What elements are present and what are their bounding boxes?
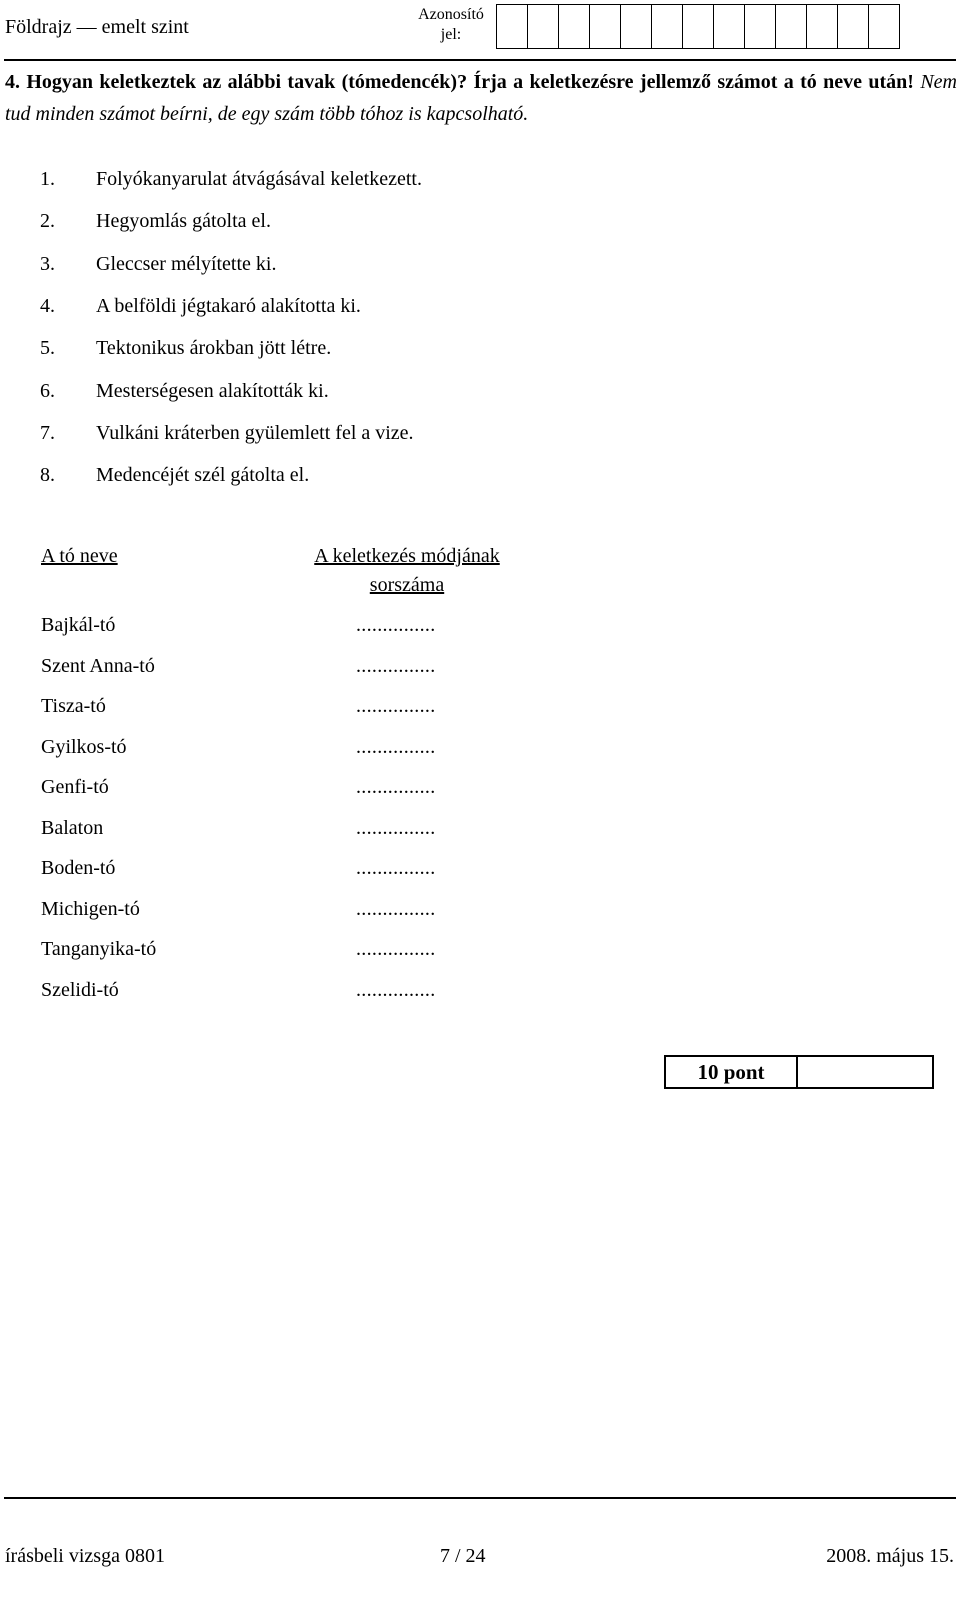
- column-header-lake-name: A tó neve: [41, 545, 118, 567]
- option-item: [40, 294, 361, 318]
- score-label: 10 pont: [666, 1057, 798, 1087]
- option-text: Folyókanyarulat átvágásával keletkezett.: [96, 168, 422, 190]
- question-intro: [5, 66, 957, 130]
- lake-name: Balaton: [41, 816, 104, 839]
- lake-name: Tanganyika-tó: [41, 938, 157, 960]
- id-box[interactable]: [652, 4, 683, 49]
- answer-field[interactable]: ...............: [356, 978, 436, 1001]
- lake-name: Szent Anna-tó: [41, 654, 155, 677]
- lake-name: Tisza-tó: [41, 695, 106, 717]
- option-number: 8.: [40, 464, 55, 487]
- option-text: Medencéjét szél gátolta el.: [96, 464, 310, 487]
- lake-name: Gyilkos-tó: [41, 735, 127, 758]
- id-box[interactable]: [745, 4, 776, 49]
- question-number: 4.: [5, 71, 20, 93]
- option-text: Hegyomlás gátolta el.: [96, 210, 271, 233]
- option-text: Gleccser mélyítette ki.: [96, 252, 277, 275]
- id-box[interactable]: [869, 4, 900, 49]
- option-item: [40, 252, 276, 276]
- footer-date: 2008. május 15.: [826, 1545, 954, 1567]
- question-instruction: Hogyan keletkeztek az alábbi tavak (tómedencék)? Írja a keletkezésre jellemző számot a tó neve után!: [26, 71, 914, 93]
- option-number: 5.: [40, 337, 55, 360]
- lake-name: Michigen-tó: [41, 897, 140, 920]
- option-item: [40, 421, 414, 445]
- id-box[interactable]: [807, 4, 838, 49]
- lake-name: Genfi-tó: [41, 776, 109, 798]
- option-number: 2.: [40, 210, 55, 233]
- id-box[interactable]: [838, 4, 869, 49]
- option-number: 6.: [40, 379, 55, 402]
- option-number: 4.: [40, 294, 55, 317]
- option-item: [40, 379, 329, 403]
- option-item: [40, 336, 331, 360]
- column-header-origin-number: A keletkezés módjának sorszáma: [314, 545, 500, 596]
- id-boxes: [496, 4, 900, 49]
- id-box[interactable]: [590, 4, 621, 49]
- footer-page-number: 7 / 24: [440, 1545, 486, 1567]
- id-box[interactable]: [714, 4, 745, 49]
- option-item: [40, 167, 422, 191]
- option-text: Mesterségesen alakították ki.: [96, 379, 329, 402]
- option-item: [40, 463, 309, 487]
- id-box[interactable]: [683, 4, 714, 49]
- lake-name: Szelidi-tó: [41, 978, 119, 1001]
- header-rule: [4, 59, 956, 61]
- id-box[interactable]: [497, 4, 528, 49]
- answer-field[interactable]: ...............: [356, 654, 436, 677]
- id-box[interactable]: [528, 4, 559, 49]
- header-subject: Földrajz — emelt szint: [5, 16, 189, 38]
- answer-field[interactable]: ...............: [356, 897, 436, 920]
- option-number: 3.: [40, 252, 55, 275]
- score-cell: [798, 1057, 932, 1087]
- answer-field[interactable]: ...............: [356, 735, 436, 758]
- option-number: 7.: [40, 421, 55, 444]
- question-note: Nem tud minden számot beírni, de egy szám több tóhoz is kapcsolható.: [5, 71, 957, 125]
- answer-field[interactable]: ...............: [356, 614, 436, 636]
- footer-rule: [4, 1497, 956, 1499]
- option-text: Tektonikus árokban jött létre.: [96, 337, 332, 360]
- id-box[interactable]: [559, 4, 590, 49]
- id-box[interactable]: [776, 4, 807, 49]
- answer-field[interactable]: ...............: [356, 776, 436, 798]
- answer-field[interactable]: ...............: [356, 938, 436, 960]
- lake-name: Boden-tó: [41, 857, 116, 879]
- answer-field[interactable]: ...............: [356, 816, 436, 839]
- footer-exam-name: írásbeli vizsga 0801: [5, 1545, 165, 1567]
- id-box[interactable]: [621, 4, 652, 49]
- lake-name: Bajkál-tó: [41, 614, 116, 636]
- answer-field[interactable]: ...............: [356, 695, 436, 717]
- answer-field[interactable]: ...............: [356, 857, 436, 879]
- option-text: A belföldi jégtakaró alakította ki.: [96, 294, 361, 317]
- id-label: Azonosító jel:: [418, 6, 484, 43]
- option-number: 1.: [40, 168, 55, 190]
- option-item: [40, 209, 271, 233]
- option-text: Vulkáni kráterben gyülemlett fel a vize.: [96, 421, 414, 444]
- score-box: [664, 1055, 934, 1089]
